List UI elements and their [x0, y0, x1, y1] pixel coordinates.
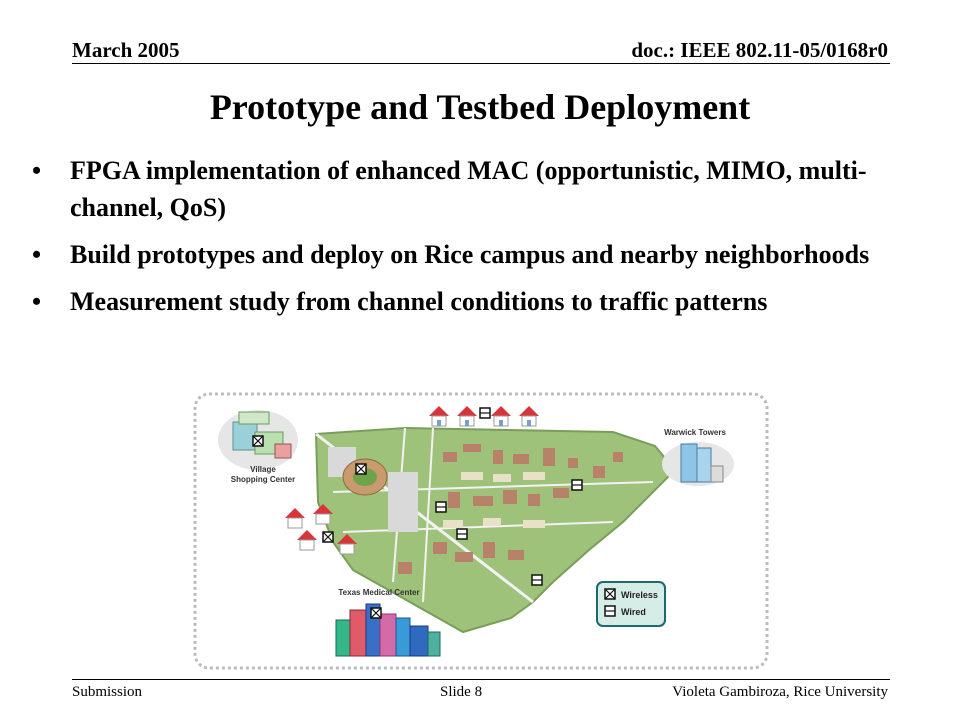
header-doc-id: doc.: IEEE 802.11-05/0168r0	[631, 38, 888, 62]
header-rule	[72, 63, 890, 64]
bullet-dot-icon: •	[32, 156, 42, 185]
figure-legend	[597, 582, 665, 626]
bullet-text: Build prototypes and deploy on Rice campus and nearby neighborhoods	[70, 240, 870, 269]
bullet-item	[30, 236, 890, 273]
legend-wired-label: Wired	[621, 607, 646, 617]
village-label-line2: Shopping Center	[230, 475, 296, 484]
footer-rule	[72, 679, 890, 680]
bullet-item	[30, 152, 890, 226]
header-date: March 2005	[72, 38, 180, 62]
footer-submission: Submission	[72, 684, 143, 700]
warwick-towers	[662, 428, 734, 486]
bullet-dot-icon: •	[32, 287, 42, 316]
bullet-list	[30, 152, 890, 330]
campus-map-figure	[193, 392, 769, 670]
warwick-label: Warwick Towers	[664, 428, 726, 437]
footer-slide-number: Slide 8	[440, 684, 483, 700]
slide-title: Prototype and Testbed Deployment	[209, 87, 751, 127]
legend-wireless-label: Wireless	[621, 590, 658, 600]
village-label-line1: Village	[250, 465, 276, 474]
bullet-text: FPGA implementation of enhanced MAC (opportunistic, MIMO, multi-channel, QoS)	[70, 156, 867, 222]
bullet-item	[30, 283, 890, 320]
footer-author: Violeta Gambiroza, Rice University	[672, 684, 888, 700]
medical-label: Texas Medical Center	[338, 588, 420, 597]
bullet-dot-icon: •	[32, 240, 42, 269]
bullet-text: Measurement study from channel conditions to traffic patterns	[70, 287, 768, 316]
